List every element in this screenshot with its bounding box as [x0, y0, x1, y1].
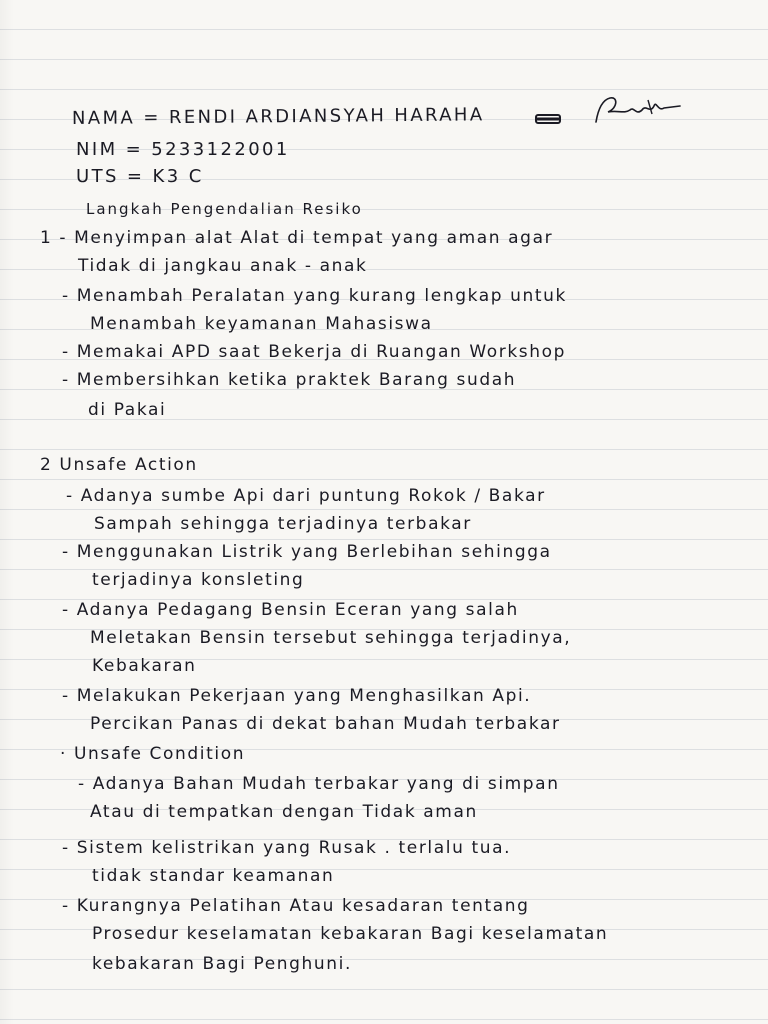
s1-line-1: 1 - Menyimpan alat Alat di tempat yang aman agar [40, 228, 554, 248]
s2-line-14: tidak standar keamanan [92, 866, 335, 886]
signature [588, 92, 684, 132]
s1-line-2: Tidak di jangkau anak - anak [78, 256, 368, 276]
name-line: NAMA = RENDI ARDIANSYAH HARAHA [71, 104, 485, 129]
s2-line-12: Atau di tempatkan dengan Tidak aman [90, 802, 478, 822]
s2-line-3: - Menggunakan Listrik yang Berlebihan sehingga [62, 542, 552, 562]
crossed-out-scribble [534, 112, 564, 126]
s2-line-10: · Unsafe Condition [60, 744, 246, 764]
s2-line-16: Prosedur keselamatan kebakaran Bagi keselamatan [92, 924, 609, 944]
uts-line: UTS = K3 C [76, 166, 204, 187]
s2-line-15: - Kurangnya Pelatihan Atau kesadaran tentang [62, 896, 530, 916]
s2-line-7: Kebakaran [92, 656, 197, 676]
s2-line-1: - Adanya sumbe Api dari puntung Rokok / Bakar [66, 486, 546, 506]
s2-line-2: Sampah sehingga terjadinya terbakar [94, 514, 472, 534]
s2-line-13: - Sistem kelistrikan yang Rusak . terlalu tua. [62, 838, 512, 858]
s2-line-9: Percikan Panas di dekat bahan Mudah terbakar [90, 714, 561, 734]
s1-line-3: - Menambah Peralatan yang kurang lengkap untuk [62, 286, 567, 306]
s1-line-4: Menambah keyamanan Mahasiswa [90, 314, 433, 334]
s2-line-17: kebakaran Bagi Penghuni. [92, 954, 352, 974]
s1-line-6: - Membersihkan ketika praktek Barang sudah [62, 370, 517, 390]
s2-line-5: - Adanya Pedagang Bensin Eceran yang salah [62, 600, 519, 620]
section2-title: 2 Unsafe Action [40, 455, 198, 475]
s2-line-8: - Melakukan Pekerjaan yang Menghasilkan Api. [62, 686, 532, 706]
s2-line-11: - Adanya Bahan Mudah terbakar yang di simpan [78, 774, 560, 794]
s2-line-4: terjadinya konsleting [92, 570, 305, 590]
s1-line-7: di Pakai [88, 400, 167, 420]
nim-line: NIM = 5233122001 [76, 139, 290, 160]
section1-title: Langkah Pengendalian Resiko [86, 200, 363, 218]
s2-line-6: Meletakan Bensin tersebut sehingga terjadinya, [90, 628, 572, 648]
s1-line-5: - Memakai APD saat Bekerja di Ruangan Workshop [62, 342, 567, 362]
